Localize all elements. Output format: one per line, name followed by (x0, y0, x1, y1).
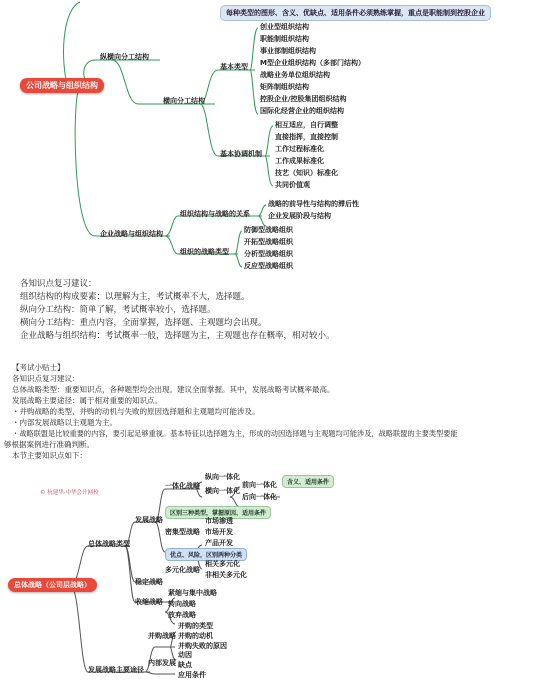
map2-dense-item: 产品开发 (205, 539, 233, 547)
map2-note-three: 区别三种类型，掌握原因、适用条件 (165, 506, 271, 519)
map1-type-item: 事业部制组织结构 (260, 47, 316, 55)
map1-basic-types-node: 基本类型 (220, 63, 248, 71)
map1-org-types-node: 组织的战略类型 (180, 248, 229, 256)
map1-org-item: 反应型战略组织 (244, 262, 293, 270)
map2-general-type-node: 总体战略类型 (88, 540, 130, 548)
tips-title: 【考试小贴士】 (12, 363, 65, 372)
map2-merge-item: 并购的类型 (178, 622, 213, 630)
map2-root-node: 总体战略（公司层战略） (8, 578, 97, 592)
map1-relation-item: 企业发展阶段与结构 (268, 212, 331, 220)
review-title: 各知识点复习建议： (20, 279, 97, 289)
map1-vertical-node: 纵横向分工结构 (100, 53, 149, 61)
map1-top-note: 每种类型的图形、含义、优缺点、适用条件必须熟练掌握，重点是职能制到控股企业 (220, 5, 491, 21)
map2-vertical-node: 纵向一体化 (205, 473, 240, 481)
map1-enterprise-node: 企业战略与组织结构 (100, 230, 163, 238)
map2-merge-node: 并购战略 (148, 632, 176, 640)
map2-diversify-node: 多元化战略 (165, 566, 200, 574)
map2-watermark: © 杭建华·中华会计网校 (40, 490, 99, 496)
map2-shrink-item: 转向战略 (168, 600, 196, 608)
map1-type-item: 控股企业/控股集团组织结构 (260, 95, 347, 103)
map1-relation-node: 组织结构与战略的关系 (180, 210, 250, 218)
tips-line: ・内部发展战略以主观题为主。 (12, 418, 117, 427)
map1-coord-item: 共同价值观 (275, 181, 310, 189)
map2-horizontal-node: 横向一体化 (205, 487, 240, 495)
map1-horizontal-node: 横向分工结构 (163, 97, 205, 105)
map2-shrink-item: 紧缩与集中战略 (168, 589, 217, 597)
tips-line: 够根据案例进行准确判断。 (4, 440, 94, 449)
map1-org-item: 防御型战略组织 (244, 226, 293, 234)
map2-dense-item: 市场开发 (205, 528, 233, 536)
map1-coord-item: 工作过程标准化 (275, 145, 324, 153)
map2-dense-node: 密集型战略 (165, 528, 200, 536)
map1-coord-item: 相互适应，自行调整 (275, 121, 338, 129)
map2-internal-item: 动因 (178, 651, 192, 659)
review-line: 组织结构的构成要素：以理解为主，考试概率不大，选择题。 (20, 292, 250, 302)
map1-org-item: 分析型战略组织 (244, 250, 293, 258)
map2-merge-item: 并购的动机 (178, 632, 213, 640)
map1-coord-item: 直接指挥，直接控制 (275, 133, 338, 141)
map1-coord-item: 技艺（知识）标准化 (275, 169, 338, 177)
map2-backward-node: 后向一体化 (242, 493, 277, 501)
map2-stable-node: 稳定战略 (135, 578, 163, 586)
map1-relation-item: 战略的前导性与结构的滞后性 (268, 200, 359, 208)
map2-internal-node: 内部发展 (148, 659, 176, 667)
review-line: 横向分工结构：重点内容，全面掌握，选择题、主观题均会出现。 (20, 318, 267, 328)
tips-line: ・并购战略的类型、并购的动机与失败的原因选择题和主观题均可能涉及。 (12, 407, 260, 416)
map2-diversify-item: 相关多元化 (205, 560, 240, 568)
map1-root-node: 公司战略与组织结构 (20, 78, 104, 93)
map1-coord-item: 工作成果标准化 (275, 157, 324, 165)
map1-type-item: 战略业务单位组织结构 (260, 71, 330, 79)
tips-line: 发展战略主要途径：属于相对重要的知识点。 (12, 396, 162, 405)
tips-line: 本节主要知识点如下： (12, 451, 87, 460)
review-line: 纵向分工结构：简单了解，考试概率较小，选择题。 (20, 305, 216, 315)
map2-note-meaning: 含义、适用条件 (282, 475, 334, 488)
map2-internal-item: 缺点 (178, 661, 192, 669)
review-line: 企业战略与组织结构：考试概率一般，选择题为主，主观题也存在概率，相对较小。 (20, 331, 335, 341)
map1-type-item: 矩阵制组织结构 (260, 83, 309, 91)
map1-coord-node: 基本协调机制 (220, 150, 262, 158)
map2-diversify-item: 非相关多元化 (205, 571, 247, 579)
tips-line: ・战略联盟是比较重要的内容，要引起足够重视。基本特征以选择题为主，形成的动因选择题与主观题均可能涉及，战略联盟的主要类型要能 (12, 429, 458, 438)
tips-line: 各知识点复习建议： (12, 374, 80, 383)
map2-internal-item: 应用条件 (178, 671, 206, 679)
map2-main-path-node: 发展战略主要途径 (88, 666, 144, 674)
tips-line: 总体战略类型：重要知识点，各种题型均会出现。建议全面掌握。其中，发展战略考试概率最高。 (12, 385, 335, 394)
map1-org-item: 开拓型战略组织 (244, 238, 293, 246)
map1-type-item: 职能制组织结构 (260, 35, 309, 43)
map2-note-diff: 优点、风险，区别两种分类 (165, 548, 247, 561)
map2-integration-node: 一体化战略 (165, 482, 200, 490)
map1-type-item: 国际化经营企业的组织结构 (260, 107, 344, 115)
map2-forward-node: 前向一体化 (242, 481, 277, 489)
map2-dev-node: 发展战略 (135, 516, 163, 524)
map1-type-item: 创业型组织结构 (260, 23, 309, 31)
map2-shrink-item: 放弃战略 (168, 611, 196, 619)
map2-shrink-node: 收缩战略 (135, 598, 163, 606)
map2-merge-item: 并购失败的原因 (178, 642, 227, 650)
map2-dense-item: 市场渗透 (205, 517, 233, 525)
map1-type-item: M型企业组织结构（多部门结构） (260, 59, 365, 67)
